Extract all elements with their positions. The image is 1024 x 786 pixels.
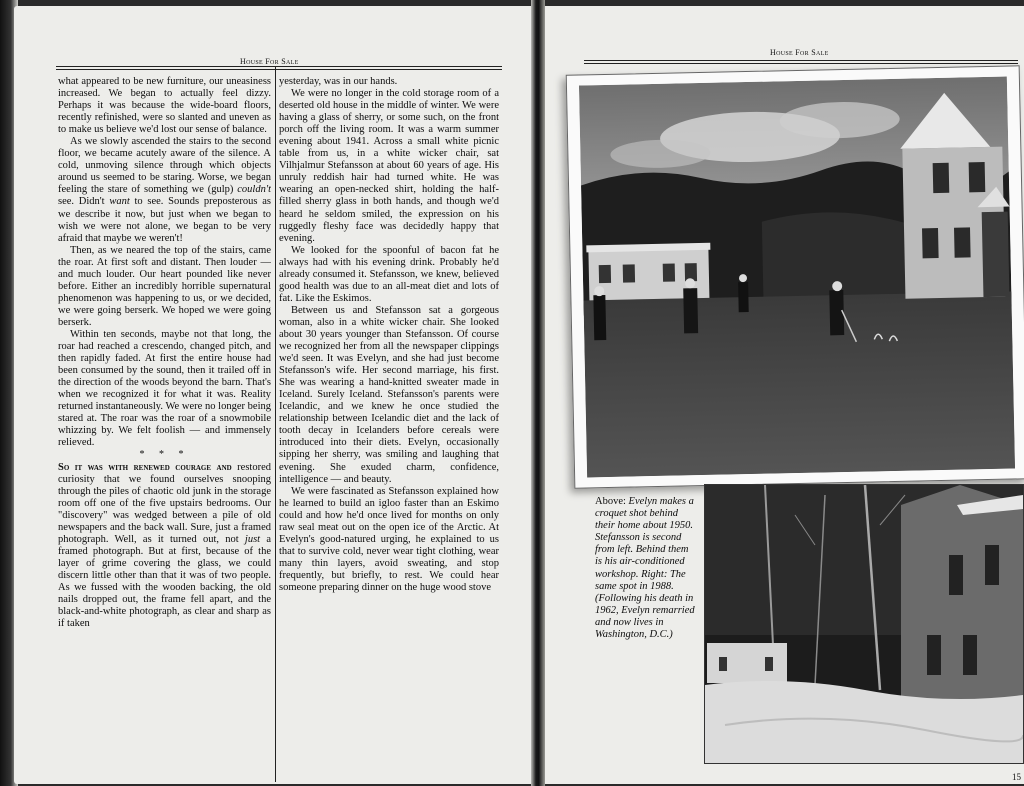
text-run: a framed photograph. But at first, because of the layer of grime covering the glass, we could discern little other than that it was of two people. As we fussed with the wooden backing, the old nails dropped out, the frame fell apart, and the black-and-white photograph, as clear and sharp as if taken bbox=[58, 533, 271, 630]
text-run: As we slowly ascended the stairs to the second floor, we became acutely aware of the silence. A cold, unmoving silence through which objects around us seemed to be staring. Worse, we began feeling the stare of something we (gulp) bbox=[58, 136, 271, 196]
article-column-2 bbox=[279, 76, 499, 782]
emphasis-text: couldn't bbox=[237, 184, 271, 196]
right-header-rule-2 bbox=[584, 63, 1018, 64]
left-header-rule bbox=[56, 66, 502, 67]
right-running-head: House For Sale bbox=[770, 48, 829, 57]
column-divider bbox=[275, 66, 276, 782]
emphasis-text: want bbox=[109, 196, 130, 208]
right-header-rule bbox=[584, 60, 1018, 61]
paragraph bbox=[58, 462, 271, 631]
paragraph: We looked for the spoonful of bacon fat he always had with his evening drink. Probably he'd already consumed it. Stefansson, we knew, believed good health was due to an all-meat diet and lots of fat. Like the Eskimos. bbox=[279, 244, 499, 304]
caption-lead: Above: bbox=[595, 496, 629, 507]
paragraph: Between us and Stefansson sat a gorgeous woman, also in a white wicker chair. She looked about 30 years younger than Stefansson. Of course we recognized her from all the newspaper clippings we'd seen. It was Evelyn, and she had just become Stefansson's wife. Her second marriage, his first. She was wearing a hand-knitted sweater made in Iceland. Surely Iceland. Stefansson's parents were Icelandic, and we knew he once studied the relationship between Icelandic diet and the lack of tooth decay in Icelanders before cereals were introduced into their diets. Evelyn, occasionally sipping her sherry, was smiling and laughing that evening. She exuded charm, confidence, intelligence — and beauty. bbox=[279, 304, 499, 485]
same-spot-photo-image bbox=[705, 485, 1023, 763]
paragraph: We were fascinated as Stefansson explained how he learned to build an igloo faster than an Eskimo could and how he'd once lived for months on only raw seal meat out on the open ice of the Arctic. At Evelyn's good-natured urging, he explained to us that to survive cold, never wear tight clothing, wear many thin layers, avoid sweating, and stop frequently, but briefly, to rest. We could hear someone preparing dinner on the huge wood stove bbox=[279, 485, 499, 593]
paragraph: Then, as we neared the top of the stairs, came the roar. At first soft and distant. Then louder — and much louder. Our heart pounded like never before. Either an incredibly horrible supernatural phenomenon was happening to us, or we decided, we were going berserk. We hoped we were going berserk. bbox=[58, 244, 271, 328]
paragraph: yesterday, was in our hands. bbox=[279, 76, 398, 87]
emphasis-text: just bbox=[244, 533, 261, 545]
paragraph: We were no longer in the cold storage room of a deserted old house in the middle of winter. We were having a glass of sherry, or some such, on the front porch off the living room. It was a warm summer evening about 1941. Across a small white picnic table from us, in a white wicker chair, sat Vilhjalmur Stefansson at about 60 years of age. His unruly reddish hair had turned white. He was wearing an open-necked shirt, holding the half-filled sherry glass in both hands, and though we'd heard he seldom smiled, the expression on his ruggedly fleshy face was decidedly happy that evening. bbox=[279, 88, 499, 244]
page-number: 15 bbox=[1012, 772, 1021, 782]
photo-caption bbox=[595, 496, 695, 641]
same-spot-photo-1988 bbox=[704, 484, 1024, 764]
croquet-photo-image bbox=[579, 77, 1015, 478]
paragraph: Within ten seconds, maybe not that long, the roar had reached a crescendo, changed pitch, and then rapidly faded. At first the entire house had been consumed by the sound, then it trailed off in the direction of the woods beyond the barn. That's when we recognized it for what it was. Reality returned instantaneously. We were no longer being stared at. The roar was the roar of a snowmobile whizzing by. We felt foolish — and immensely relieved. bbox=[58, 328, 271, 449]
croquet-photo-1950 bbox=[566, 65, 1024, 488]
left-running-head: House For Sale bbox=[240, 57, 299, 66]
left-header-rule-2 bbox=[56, 69, 502, 70]
caption-text: Evelyn makes a croquet shot behind their home about 1950. Stefansson is second from left. Behind them is his air-conditioned workshop. Right: The same spot in 1988. (Following his death in 1962, Evelyn remarried and now lives in Washington, D.C.) bbox=[595, 496, 695, 641]
article-column-1 bbox=[58, 76, 271, 782]
paragraph: what appeared to be new furniture, our uneasiness increased. We began to actually feel dizzy. Perhaps it was because the wide-board floors, recently refinished, were so slanted and uneven as to make us believe we'd lost our sense of balance. bbox=[58, 76, 271, 136]
paragraph bbox=[58, 136, 271, 244]
section-lead-in: So it was with renewed courage and bbox=[58, 461, 232, 473]
text-run: to see. Sounds preposterous as we describe it now, but just when we began to wish we were not alone, we began to be very afraid that maybe we weren't! bbox=[58, 196, 271, 244]
book-gutter bbox=[531, 0, 545, 786]
text-run: restored curiosity that we found ourselves snooping through the piles of chaotic old junk in the storage room off one of the five upstairs bedrooms. Our "discovery" was wedged between a pile of old newspapers and the back wall. Sure, just a framed photograph. Well, as it turned out, not bbox=[58, 461, 271, 545]
text-run: see. Didn't bbox=[58, 196, 110, 208]
section-break: * * * bbox=[139, 449, 190, 461]
